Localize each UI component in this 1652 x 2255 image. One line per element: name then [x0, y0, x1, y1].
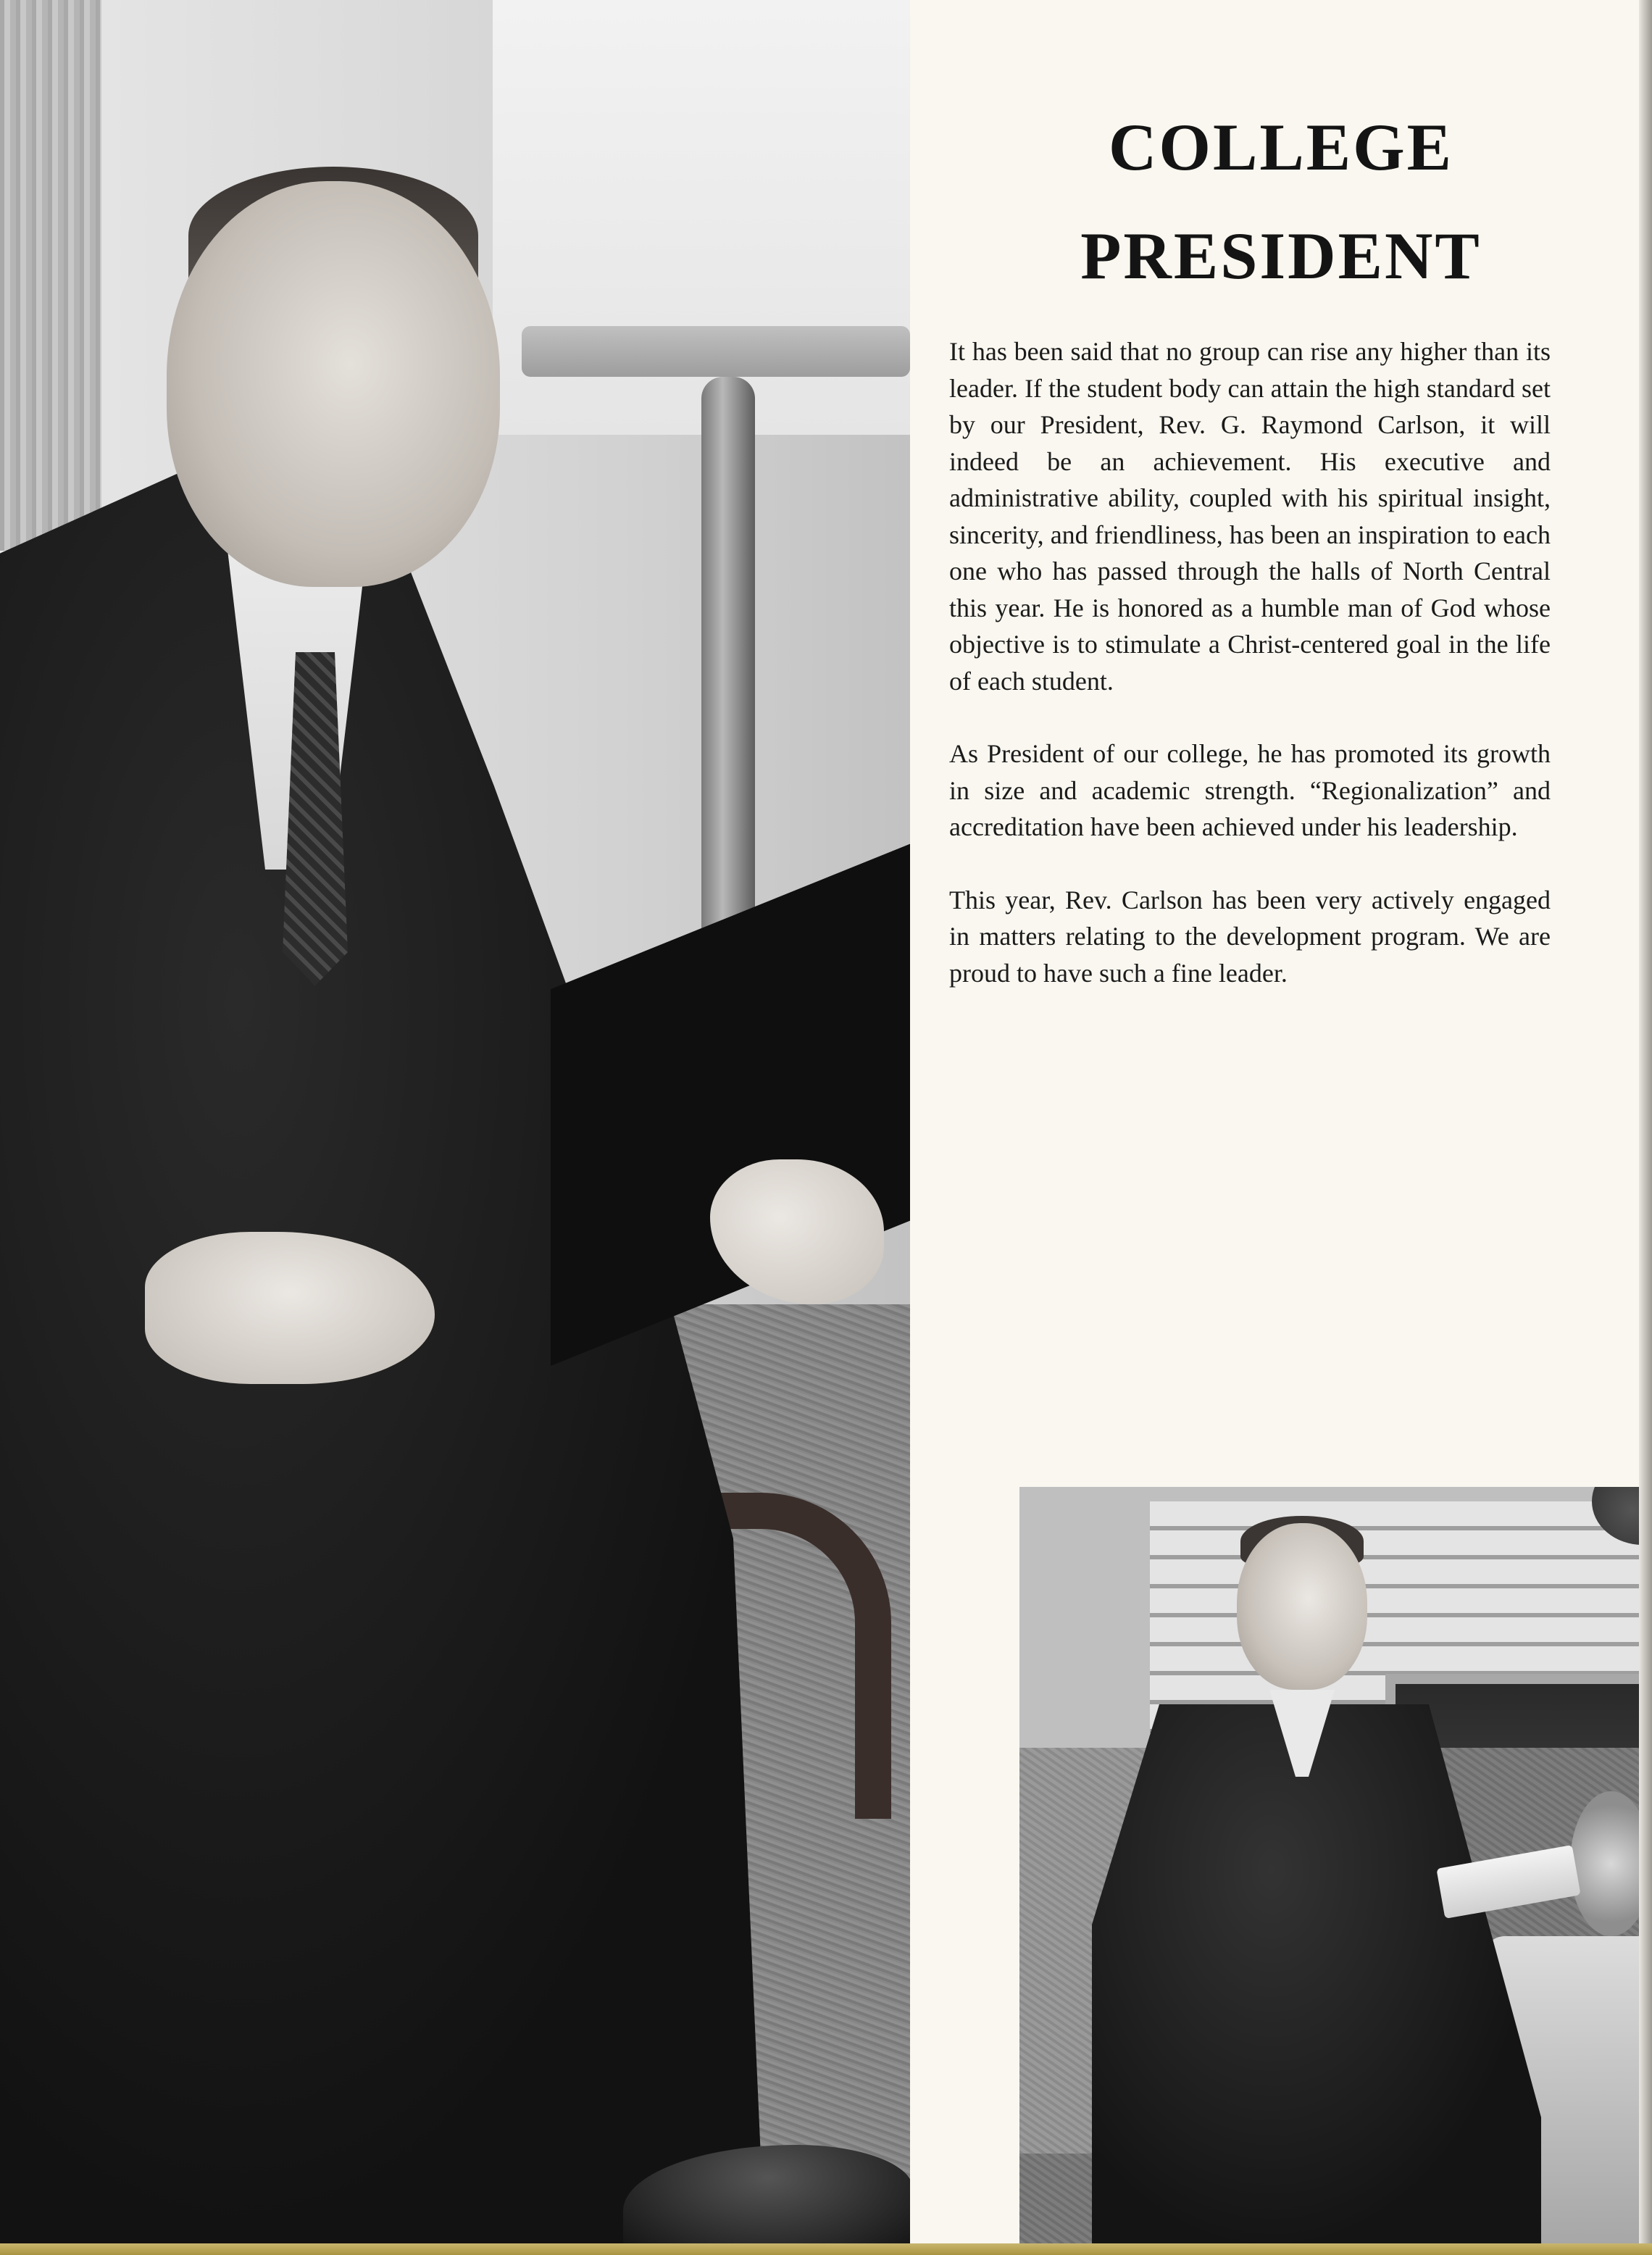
- paragraph-1: It has been said that no group can rise any higher than its leader. If the student body can attain the high standard set by our President, Rev. G. Raymond Carlson, it will indeed be an achievement. His executive and administrative ability, coupled with his spiritual insight, sincerity, and friendliness, has been an inspiration to each one who has passed through the halls of North Central this year. He is honored as a humble man of God whose objective is to stimulate a Christ-centered goal in the life of each student.: [949, 337, 1551, 696]
- article-body: [949, 333, 1551, 1028]
- photo-railing: [522, 326, 910, 377]
- page-edge-right: [1639, 0, 1652, 2255]
- paragraph-2: As President of our college, he has promoted its growth in size and academic strength. “Regionalization” and accreditation have been achieved under his leadership.: [949, 739, 1551, 841]
- page-edge-bottom: [0, 2243, 1652, 2255]
- paragraph-3: This year, Rev. Carlson has been very actively engaged in matters relating to the development program. We are proud to have such a fine leader.: [949, 885, 1551, 988]
- page-title-line2: PRESIDENT: [1080, 219, 1482, 293]
- page-title-line1: COLLEGE: [1108, 110, 1453, 184]
- photo-head: [167, 181, 500, 587]
- president-fireside-photo: [1019, 1487, 1652, 2255]
- photo-head-small: [1237, 1523, 1367, 1690]
- photo-curtain: [0, 0, 101, 551]
